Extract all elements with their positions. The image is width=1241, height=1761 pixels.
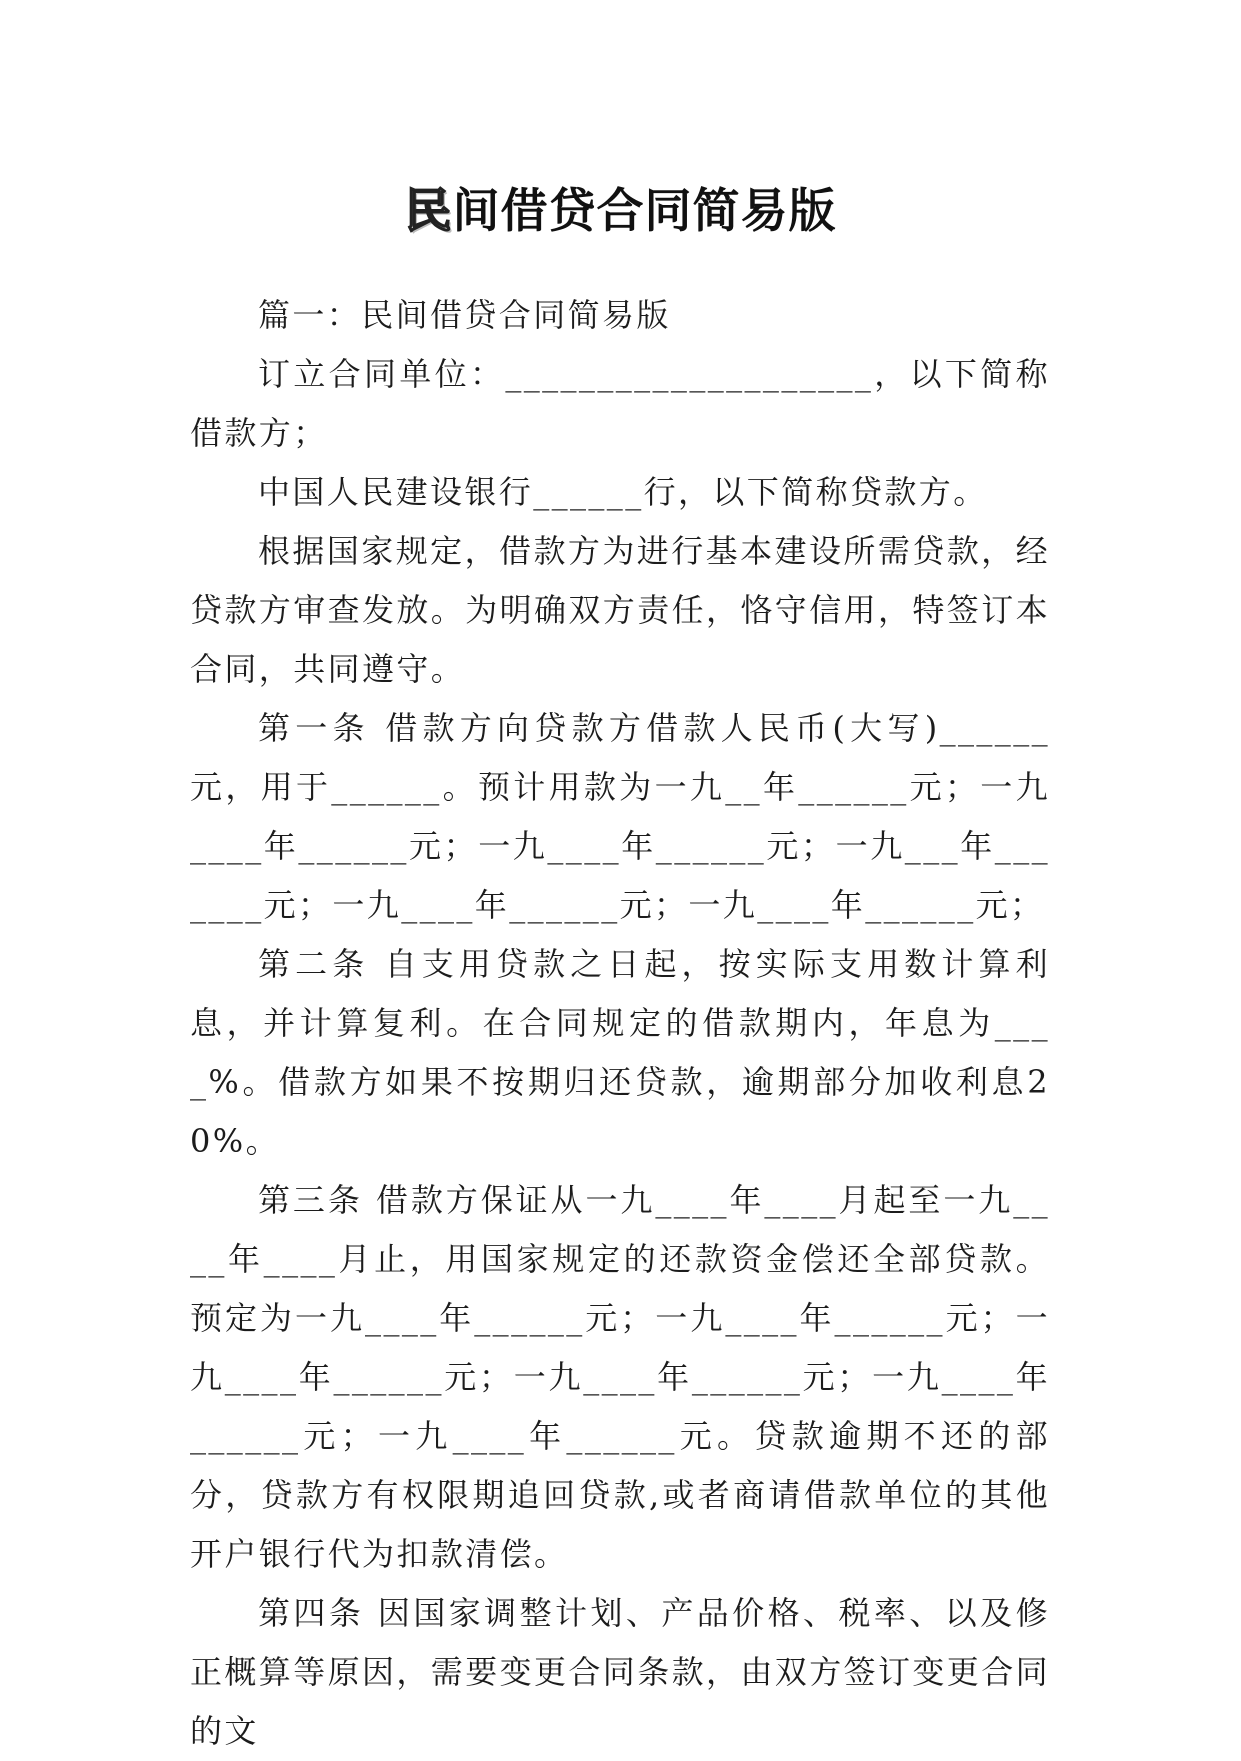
contracting-party-line: 订立合同单位：____________________，以下简称借款方； — [190, 355, 1050, 452]
preamble-paragraph: 根据国家规定，借款方为进行基本建设所需贷款，经贷款方审查发放。为明确双方责任，恪守信用，特签订本合同，共同遵守。 — [190, 532, 1051, 688]
article-2-paragraph: 第二条 自支用贷款之日起，按实际支用数计算利息，并计算复利。在合同规定的借款期内，年息为____%。借款方如果不按期归还贷款，逾期部分加收利息20%。 — [190, 945, 1050, 1160]
lender-line: 中国人民建设银行______行，以下简称贷款方。 — [258, 473, 988, 511]
article-1-paragraph: 第一条 借款方向贷款方借款人民币(大写)______元，用于______。预计用款为一九__年______元；一九____年______元；一九____年______元；一九___年_______元；一九____年______元；一九____年______元； — [190, 709, 1050, 924]
section-heading: 篇一：民间借贷合同简易版 — [258, 296, 671, 334]
document-body — [190, 286, 1050, 1761]
document-title — [0, 179, 1241, 245]
title-decorated-char: 民 — [404, 184, 453, 240]
article-3-paragraph: 第三条 借款方保证从一九____年____月起至一九____年____月止，用国家规定的还款资金偿还全部贷款。预定为一九____年______元；一九____年______元；一九____年______元；一九____年______元；一九____年______元；一九____年______元。贷款逾期不还的部分，贷款方有权限期追回贷款,或者商请借款单位的其他开户银行代为扣款清偿。 — [190, 1181, 1050, 1573]
title-text: 间借贷合同简易版 — [452, 184, 837, 240]
article-4-paragraph: 第四条 因国家调整计划、产品价格、税率、以及修正概算等原因，需要变更合同条款，由双方签订变更合同的文 — [190, 1594, 1051, 1750]
